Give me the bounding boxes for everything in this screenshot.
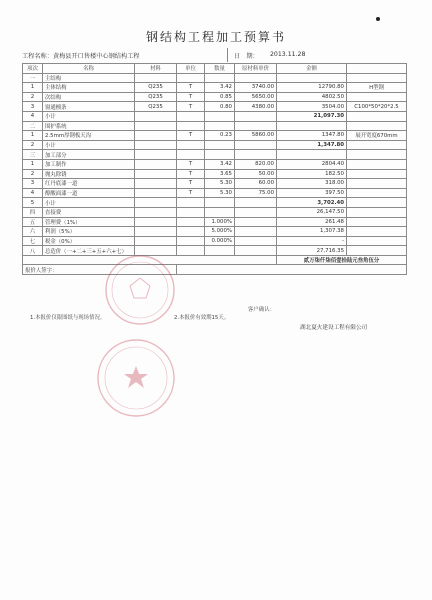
cell-no: 3 [23,102,43,112]
cell-mat [135,111,177,121]
cell-unit [177,73,205,83]
project-name [22,51,222,60]
cell-unit [177,121,205,131]
cell-mat [135,198,177,208]
company-name: 湖北夏火建设工程有限公司 [300,325,368,331]
cell-qty [205,207,235,217]
cell-unit: T [177,102,205,112]
cell-note [347,92,407,102]
cell-price [235,121,277,131]
cell-qty: 0.23 [205,131,235,141]
cell-qty [205,198,235,208]
cell-name: 直接费 [43,207,135,217]
col-header [347,64,407,74]
cell-unit: T [177,188,205,198]
cell-unit: T [177,169,205,179]
cell-amt: 182.50 [277,169,347,179]
total-in-words: 贰万柒仟柒佰壹拾陆元叁角伍分 [277,255,407,265]
cell-name: 醇酸面漆一道 [43,188,135,198]
client-confirm-label: 客户确认： [248,307,275,313]
cell-price [235,73,277,83]
cell-no: 七 [23,236,43,246]
cell-qty: 0.000% [205,236,235,246]
cell-amt: 3,702.40 [277,198,347,208]
cell-amt: 1,347.80 [277,140,347,150]
cell-qty: 0.85 [205,92,235,102]
cell-qty [205,150,235,160]
table-row [23,179,407,189]
cell-note [347,179,407,189]
cell-note [347,246,407,256]
cell-mat [135,236,177,246]
table-row [23,150,407,160]
cell-name: 加工部分 [43,150,135,160]
col-header: 名称 [43,64,135,74]
cell-qty [205,246,235,256]
cell-unit [177,246,205,256]
table-row [23,255,407,265]
cell-name: 税金（0%） [43,236,135,246]
cell-price [235,198,277,208]
cell-amt: 397.50 [277,188,347,198]
cell-amt [277,73,347,83]
cell-price [235,217,277,227]
cell-qty: 3.42 [205,83,235,93]
cell-price [235,111,277,121]
cell-no: 八 [23,246,43,256]
cell-note [347,188,407,198]
cell-unit: T [177,131,205,141]
table-row [23,140,407,150]
cell-name: 管理费（1%） [43,217,135,227]
cell-note [347,207,407,217]
cell-name: 利润（5%） [43,227,135,237]
cell-no: 二 [23,121,43,131]
cell-price [235,140,277,150]
document-title: 钢结构工程加工预算书 [145,30,286,44]
table-cell [23,255,277,265]
cell-name: 抛丸除锈 [43,169,135,179]
cell-name: 次结构 [43,92,135,102]
cell-price [235,236,277,246]
cell-price: 5650.00 [235,92,277,102]
date-label: 日 期： [234,53,259,60]
cell-mat [135,207,177,217]
cell-mat [135,188,177,198]
col-header: 项次 [23,64,43,74]
cell-unit [177,217,205,227]
cell-note [347,217,407,227]
cell-amt: 261.48 [277,217,347,227]
cell-note [347,73,407,83]
cell-no: 1 [23,83,43,93]
cell-amt: 26,147.50 [277,207,347,217]
cell-no: 4 [23,188,43,198]
cell-mat [135,246,177,256]
cell-note: 展开宽度670mm [347,131,407,141]
cell-note [347,236,407,246]
cell-mat [135,121,177,131]
cell-mat [135,150,177,160]
cell-no: 1 [23,159,43,169]
cell-mat: Q235 [135,83,177,93]
col-header: 金额 [277,64,347,74]
cell-amt: 1347.80 [277,131,347,141]
cell-mat [135,179,177,189]
cell-unit [177,111,205,121]
cell-price: 3740.00 [235,83,277,93]
cell-amt: 27,716.35 [277,246,347,256]
cell-amt: 2804.40 [277,159,347,169]
cell-qty [205,121,235,131]
cell-qty: 1.000% [205,217,235,227]
table-row [23,92,407,102]
cell-name: 小计 [43,198,135,208]
col-header: 数量 [205,64,235,74]
cell-unit [177,140,205,150]
cell-mat: Q235 [135,102,177,112]
table-row [23,83,407,93]
cell-mat [135,159,177,169]
note-2: 2.本报价有效期15天。 [174,315,230,321]
company-seal [78,250,238,430]
cell-no: 2 [23,140,43,150]
date-value: 2013.11.28 [270,51,306,58]
cell-unit [177,198,205,208]
cell-no: 五 [23,217,43,227]
signature-row [23,265,407,275]
cell-name: 小计 [43,140,135,150]
cell-name: 总造价（一+二+三+五+六+七） [43,246,135,256]
table-row [23,207,407,217]
cell-name: 小计 [43,111,135,121]
cell-price [235,227,277,237]
cell-price: 820.00 [235,159,277,169]
project-value: 黄梅县开口售楼中心钢结构工程 [52,53,140,60]
cell-note [347,169,407,179]
cell-qty: 3.65 [205,169,235,179]
cell-unit [177,150,205,160]
cell-mat [135,169,177,179]
table-row [23,236,407,246]
cell-note [347,227,407,237]
cell-qty [205,140,235,150]
table-row [23,246,407,256]
cell-note [347,150,407,160]
cell-name: 红丹底漆一道 [43,179,135,189]
cell-unit: T [177,159,205,169]
cell-price: 60.00 [235,179,277,189]
cell-mat [135,140,177,150]
table-row [23,131,407,141]
cell-mat [135,131,177,141]
cell-no: 六 [23,227,43,237]
table-row [23,188,407,198]
cell-note [347,198,407,208]
cell-qty [205,73,235,83]
cell-amt [277,121,347,131]
cell-price: 75.00 [235,188,277,198]
cell-name: 2.5mm厚钢板天沟 [43,131,135,141]
note-1: 1.本报价仅限图纸与现场情况。 [30,315,106,321]
table-row [23,121,407,131]
cell-price: 5860.00 [235,131,277,141]
cell-qty: 5.30 [205,179,235,189]
cell-qty: 0.80 [205,102,235,112]
project-header [22,48,406,62]
header-divider [227,48,228,62]
cell-name: 主体结构 [43,83,135,93]
table-row [23,102,407,112]
cell-no: 3 [23,179,43,189]
project-label: 工程名称： [22,53,53,60]
budget-table [22,63,407,275]
table-row [23,217,407,227]
cell-price [235,207,277,217]
cell-price: 4380.00 [235,102,277,112]
cell-name: 加工制作 [43,159,135,169]
cell-no: 4 [23,111,43,121]
cell-amt [277,150,347,160]
signature-blank [177,265,407,275]
table-row [23,159,407,169]
table-header-row [23,64,407,74]
cell-unit: T [177,179,205,189]
cell-note: H型钢 [347,83,407,93]
table-row [23,198,407,208]
cell-mat [135,217,177,227]
cell-qty: 3.42 [205,159,235,169]
table-row [23,111,407,121]
cell-note [347,111,407,121]
cell-no: 一 [23,73,43,83]
table-row [23,73,407,83]
cell-no: 1 [23,131,43,141]
cell-unit [177,236,205,246]
cell-note [347,121,407,131]
cell-no: 四 [23,207,43,217]
col-header: 原材料单价 [235,64,277,74]
cell-name: 窗通檩条 [43,102,135,112]
cell-name: 主结构 [43,73,135,83]
cell-amt: 21,097.30 [277,111,347,121]
cell-price [235,246,277,256]
table-row [23,227,407,237]
cell-unit [177,207,205,217]
cell-amt: 4802.50 [277,92,347,102]
cell-amt: 318.00 [277,179,347,189]
cell-note [347,140,407,150]
cell-no: 2 [23,169,43,179]
cell-amt: 1,307.38 [277,227,347,237]
cell-amt: 3504.00 [277,102,347,112]
cell-note: C100*50*20*2.5 [347,102,407,112]
cell-amt: 12790.80 [277,83,347,93]
cell-qty: 5.000% [205,227,235,237]
cell-price [235,150,277,160]
cell-mat [135,227,177,237]
cell-unit [177,227,205,237]
cell-no: 5 [23,198,43,208]
col-header: 材料 [135,64,177,74]
cell-name: 围护系统 [43,121,135,131]
cell-qty [205,111,235,121]
cell-qty: 5.30 [205,188,235,198]
cell-unit: T [177,83,205,93]
cell-unit: T [177,92,205,102]
cell-mat: Q235 [135,92,177,102]
corner-mark [376,17,380,21]
table-row [23,169,407,179]
signature-label: 报价人签字： [23,265,177,275]
cell-no: 2 [23,92,43,102]
col-header: 单位 [177,64,205,74]
cell-no: 三 [23,150,43,160]
cell-price: 50.00 [235,169,277,179]
cell-note [347,159,407,169]
cell-mat [135,73,177,83]
cell-amt: - [277,236,347,246]
